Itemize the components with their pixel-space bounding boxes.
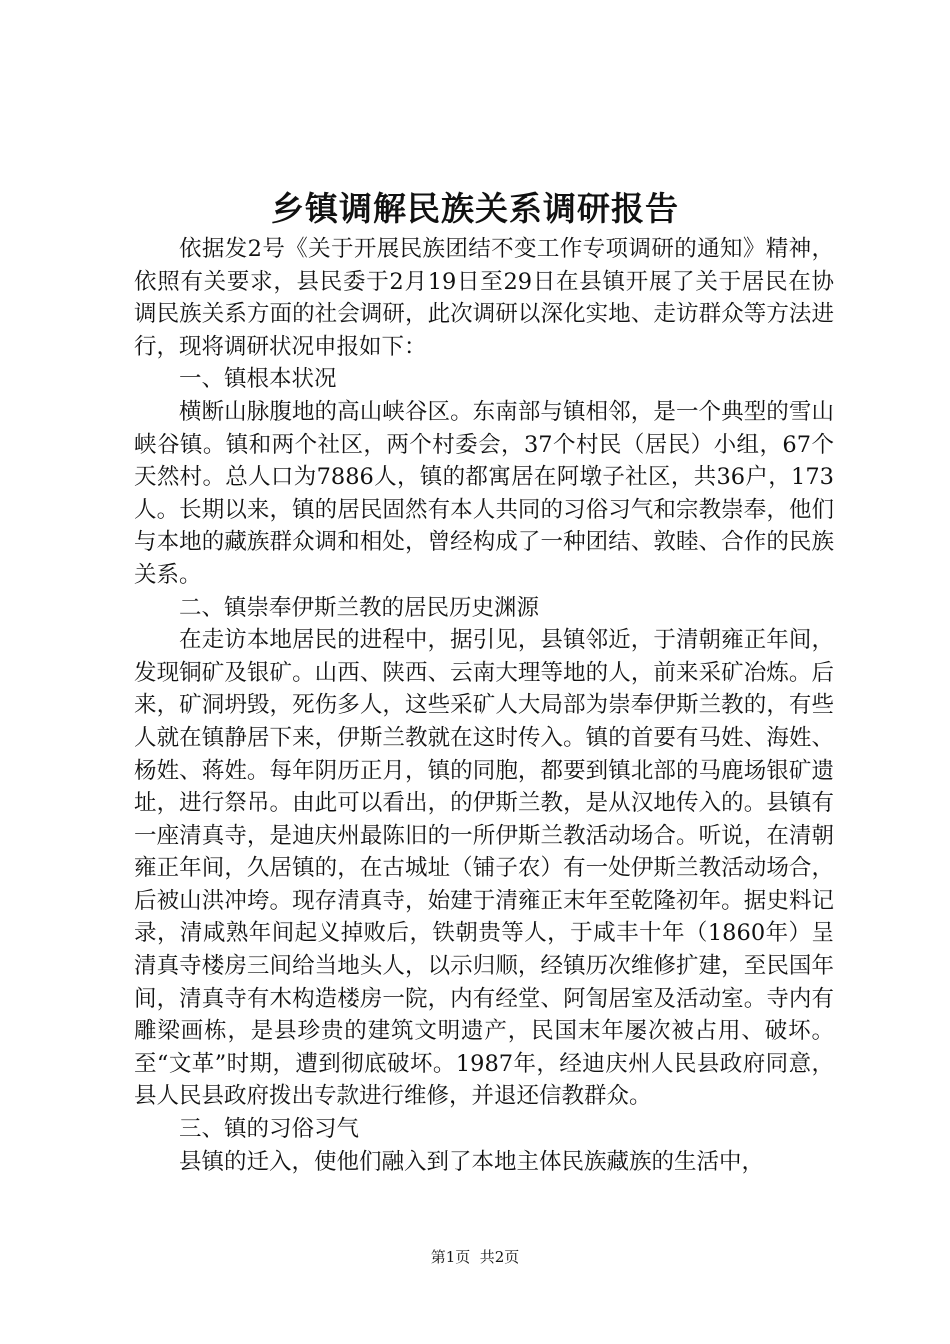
intro-paragraph: 依据发2号《关于开展民族团结不变工作专项调研的通知》精神，依照有关要求，县民委于2月19日至29日在县镇开展了关于居民在协调民族关系方面的社会调研，此次调研以深化实地、走访群众等方法进行，现将调研状况申报如下： xyxy=(134,236,834,360)
document-title: 乡镇调解民族关系调研报告 xyxy=(271,189,679,228)
section-3-paragraph: 县镇的迁入，使他们融入到了本地主体民族藏族的生活中， xyxy=(179,1148,765,1175)
section-2-paragraph: 在走访本地居民的进程中，据引见，县镇邻近，于清朝雍正年间，发现铜矿及银矿。山西、陕西、云南大理等地的人，前来采矿冶炼。后来，矿洞坍毁，死伤多人，这些采矿人大局部为崇奉伊斯兰教的，有些人就在镇静居下来，伊斯兰教就在这时传入。镇的首要有马姓、海姓、杨姓、蒋姓。每年阴历正月，镇的同胞，都要到镇北部的马鹿场银矿遗址，进行祭吊。由此可以看出，的伊斯兰教，是从汉地传入的。县镇有一座清真寺，是迪庆州最陈旧的一所伊斯兰教活动场合。听说，在清朝雍正年间，久居镇的，在古城址（铺子农）有一处伊斯兰教活动场合，后被山洪冲垮。现存清真寺，始建于清雍正末年至乾隆初年。据史料记录，清咸熟年间起义掉败后，铁朝贵等人，于咸丰十年（1860年）呈清真寺楼房三间给当地头人，以示归顺，经镇历次维修扩建，至民国年间，清真寺有木构造楼房一院，内有经堂、阿訇居室及活动室。寺内有雕梁画栋，是县珍贵的建筑文明遗产，民国末年屡次被占用、破坏。至“文革”时期，遭到彻底破坏。1987年，经迪庆州人民县政府同意，县人民县政府拨出专款进行维修，并退还信教群众。 xyxy=(134,627,834,1110)
page-footer: 第1页 共2页 xyxy=(430,1248,520,1266)
section-heading-2: 二、镇崇奉伊斯兰教的居民历史渊源 xyxy=(179,594,540,621)
document-body xyxy=(134,233,834,1178)
section-1-paragraph: 横断山脉腹地的高山峡谷区。东南部与镇相邻，是一个典型的雪山峡谷镇。镇和两个社区，两个村委会，37个村民（居民）小组，67个天然村。总人口为7886人，镇的都寓居在阿墩子社区，共36户，173人。长期以来，镇的居民固然有本人共同的习俗习气和宗教崇奉，他们与本地的藏族群众调和相处，曾经构成了一种团结、敦睦、合作的民族关系。 xyxy=(134,398,834,588)
section-heading-1: 一、镇根本状况 xyxy=(179,366,337,393)
section-heading-3: 三、镇的习俗习气 xyxy=(179,1116,360,1143)
